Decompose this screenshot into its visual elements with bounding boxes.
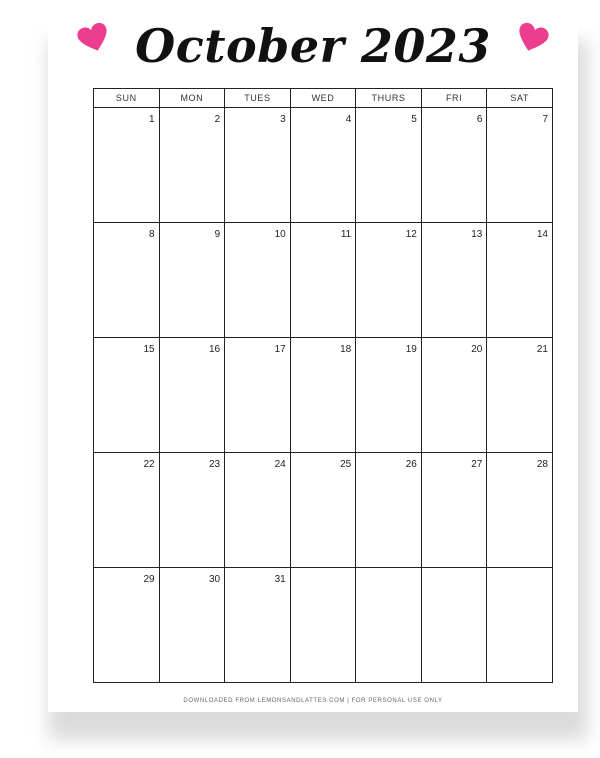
day-cell: 20 xyxy=(421,338,487,453)
day-cell: 3 xyxy=(225,108,291,223)
weekday-header-row xyxy=(94,89,553,108)
day-cell: 29 xyxy=(94,568,160,683)
week-row xyxy=(94,223,553,338)
day-cell: 2 xyxy=(159,108,225,223)
heart-icon xyxy=(513,20,551,58)
day-cell: 14 xyxy=(487,223,553,338)
day-cell: 5 xyxy=(356,108,422,223)
title-row xyxy=(48,6,578,86)
day-cell: 25 xyxy=(290,453,356,568)
day-cell: 16 xyxy=(159,338,225,453)
day-cell: 30 xyxy=(159,568,225,683)
week-row xyxy=(94,108,553,223)
day-cell: 7 xyxy=(487,108,553,223)
day-cell: 24 xyxy=(225,453,291,568)
day-cell: 8 xyxy=(94,223,160,338)
day-cell: 22 xyxy=(94,453,160,568)
day-cell: 18 xyxy=(290,338,356,453)
weekday-mon: MON xyxy=(159,89,225,108)
heart-icon xyxy=(75,20,113,58)
day-cell: 21 xyxy=(487,338,553,453)
day-cell: 19 xyxy=(356,338,422,453)
day-cell xyxy=(487,568,553,683)
day-cell: 13 xyxy=(421,223,487,338)
day-cell: 10 xyxy=(225,223,291,338)
day-cell: 31 xyxy=(225,568,291,683)
calendar-page xyxy=(48,0,578,712)
weekday-wed: WED xyxy=(290,89,356,108)
day-cell: 6 xyxy=(421,108,487,223)
day-cell: 15 xyxy=(94,338,160,453)
day-cell: 17 xyxy=(225,338,291,453)
day-cell xyxy=(290,568,356,683)
day-cell: 23 xyxy=(159,453,225,568)
weekday-thurs: THURS xyxy=(356,89,422,108)
week-row xyxy=(94,338,553,453)
calendar-title: October 2023 xyxy=(135,19,491,73)
day-cell: 9 xyxy=(159,223,225,338)
day-cell: 12 xyxy=(356,223,422,338)
footer-note: DOWNLOADED FROM LEMONSANDLATTES.COM | FOR PERSONAL USE ONLY xyxy=(183,698,443,704)
day-cell: 28 xyxy=(487,453,553,568)
day-cell: 27 xyxy=(421,453,487,568)
day-cell xyxy=(356,568,422,683)
day-cell: 1 xyxy=(94,108,160,223)
calendar-grid xyxy=(93,88,553,683)
day-cell: 4 xyxy=(290,108,356,223)
week-row xyxy=(94,568,553,683)
weekday-sun: SUN xyxy=(94,89,160,108)
weekday-sat: SAT xyxy=(487,89,553,108)
day-cell xyxy=(421,568,487,683)
week-row xyxy=(94,453,553,568)
weekday-tues: TUES xyxy=(225,89,291,108)
day-cell: 26 xyxy=(356,453,422,568)
weekday-fri: FRI xyxy=(421,89,487,108)
day-cell: 11 xyxy=(290,223,356,338)
